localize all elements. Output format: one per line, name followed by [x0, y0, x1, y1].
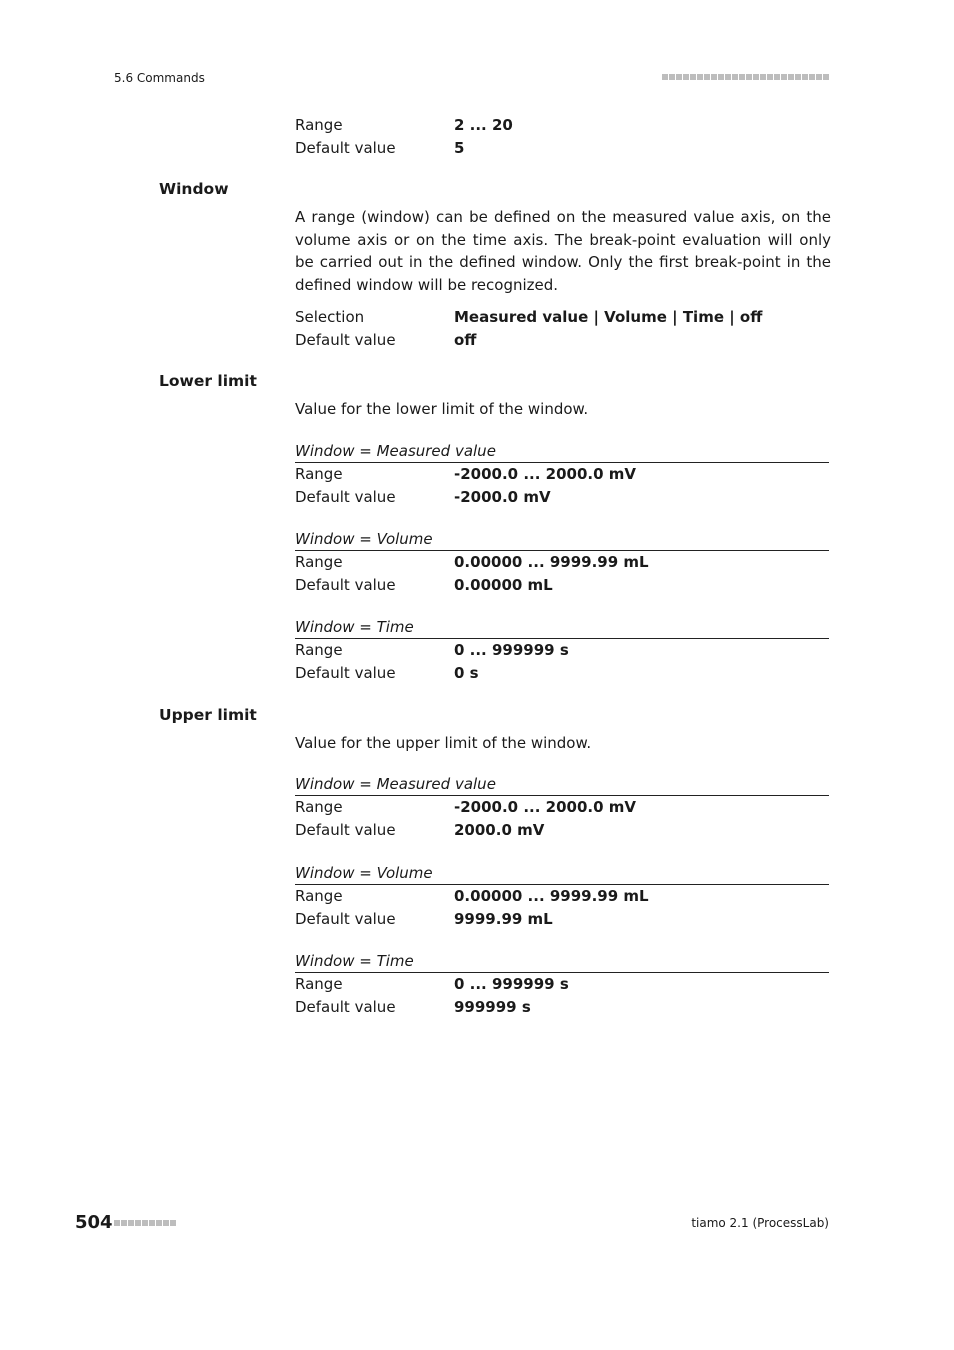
table-row [295, 551, 829, 574]
row-key: Default value [295, 138, 396, 157]
row-value: 0 ... 999999 s [454, 975, 569, 993]
row-value: 0.00000 ... 9999.99 mL [454, 887, 649, 905]
row-value: 0.00000 ... 9999.99 mL [454, 553, 649, 571]
table-row [295, 329, 829, 352]
table-row [295, 114, 829, 137]
row-value: 0 s [454, 663, 479, 682]
table-caption: Window = Measured value [295, 440, 829, 463]
row-key: Range [295, 553, 343, 571]
row-value: -2000.0 mV [454, 487, 551, 506]
lower-limit-time-table [295, 616, 829, 684]
row-key: Range [295, 798, 343, 816]
row-value: 0 ... 999999 s [454, 641, 569, 659]
row-value: 5 [454, 138, 465, 157]
row-key: Default value [295, 909, 396, 928]
window-table [295, 306, 829, 351]
upper-limit-description: Value for the upper limit of the window. [295, 734, 592, 752]
row-key: Range [295, 887, 343, 905]
lower-limit-measured-table [295, 440, 829, 508]
upper-limit-measured-table [295, 773, 829, 841]
lower-limit-description: Value for the lower limit of the window. [295, 400, 589, 418]
table-row [295, 973, 829, 996]
row-value: 0.00000 mL [454, 575, 553, 594]
row-key: Range [295, 641, 343, 659]
table-row [295, 885, 829, 908]
table-row [295, 908, 829, 931]
table-caption: Window = Time [295, 950, 829, 973]
table-row [295, 662, 829, 685]
row-value: Measured value | Volume | Time | off [454, 308, 763, 326]
window-description: A range (window) can be defined on the measured value axis, on the volume axis or on the time axis. The break-point evaluation will only be carried out in the defined window. Only the first break-point in the defined window will be recognized. [295, 208, 831, 294]
table-caption: Window = Volume [295, 862, 829, 885]
row-key: Default value [295, 997, 396, 1016]
upper-limit-time-table [295, 950, 829, 1018]
lower-limit-heading: Lower limit [159, 372, 257, 390]
footer-decoration [114, 1220, 176, 1226]
row-value: 2 ... 20 [454, 116, 513, 134]
table-row [295, 574, 829, 597]
row-key: Default value [295, 487, 396, 506]
row-key: Range [295, 116, 343, 134]
row-key: Default value [295, 330, 396, 349]
row-key: Default value [295, 820, 396, 839]
section-title: 5.6 Commands [114, 71, 205, 85]
row-value: -2000.0 ... 2000.0 mV [454, 798, 636, 816]
table-row [295, 486, 829, 509]
row-value: off [454, 330, 477, 349]
table-row [295, 819, 829, 842]
page-number: 504 [75, 1212, 113, 1233]
row-value: 2000.0 mV [454, 820, 545, 839]
row-key: Range [295, 465, 343, 483]
window-heading: Window [159, 180, 229, 198]
table-row [295, 639, 829, 662]
upper-limit-heading: Upper limit [159, 706, 257, 724]
row-value: 9999.99 mL [454, 909, 553, 928]
table-row [295, 796, 829, 819]
row-value: 999999 s [454, 997, 531, 1016]
table-row [295, 137, 829, 160]
table-row [295, 306, 829, 329]
row-key: Default value [295, 575, 396, 594]
table-caption: Window = Volume [295, 528, 829, 551]
row-key: Selection [295, 308, 365, 326]
lower-limit-volume-table [295, 528, 829, 596]
row-value: -2000.0 ... 2000.0 mV [454, 465, 636, 483]
header-decoration [662, 74, 829, 80]
table-row [295, 463, 829, 486]
table-row [295, 996, 829, 1019]
top-parameter-table [295, 114, 829, 159]
row-key: Default value [295, 663, 396, 682]
row-key: Range [295, 975, 343, 993]
upper-limit-volume-table [295, 862, 829, 930]
table-caption: Window = Time [295, 616, 829, 639]
product-name: tiamo 2.1 (ProcessLab) [691, 1216, 829, 1230]
table-caption: Window = Measured value [295, 773, 829, 796]
